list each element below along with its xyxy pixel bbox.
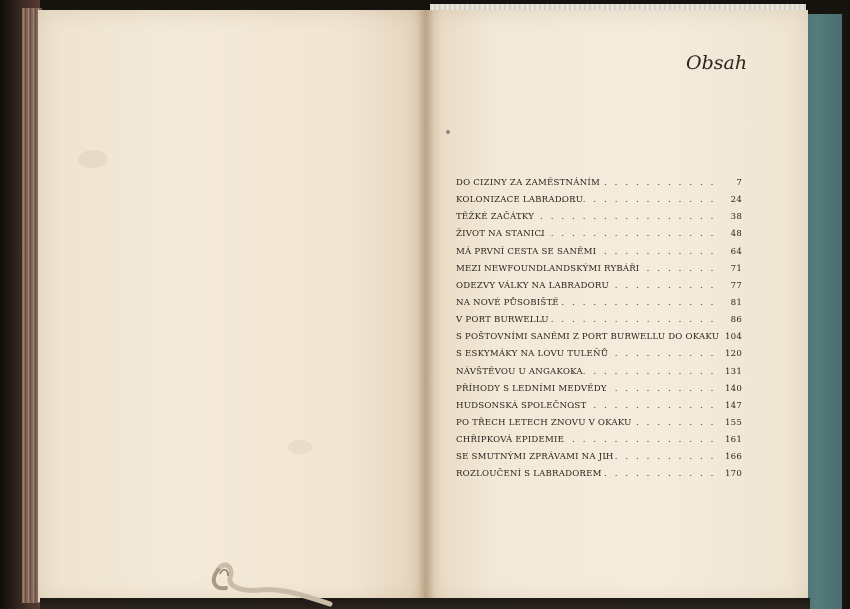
toc-leader-dots: . . . . . . . . bbox=[636, 263, 716, 274]
toc-entry-title: CHŘIPKOVÁ EPIDEMIE bbox=[456, 435, 565, 446]
toc-page-number: 131 bbox=[724, 366, 742, 377]
left-page-blank bbox=[38, 10, 426, 602]
toc-leader-dots: . . . . . . . . . . . . . . . . . bbox=[540, 229, 716, 240]
table-of-contents bbox=[456, 177, 742, 486]
toc-page-number: 155 bbox=[724, 417, 742, 428]
toc-entry-title: V PORT BURWELLU bbox=[456, 315, 549, 326]
toc-entry-title: MEZI NEWFOUNDLANDSKÝMI RYBÁŘI bbox=[456, 263, 640, 274]
toc-entry-title: NÁVŠTĚVOU U ANGAKOKA bbox=[456, 366, 583, 377]
toc-leader-dots: . . . . . . . . . . . bbox=[604, 383, 716, 394]
toc-entry bbox=[456, 211, 742, 228]
toc-entry bbox=[456, 417, 742, 434]
toc-page-number: 161 bbox=[724, 435, 742, 446]
toc-entry bbox=[456, 280, 742, 297]
toc-page-number: 24 bbox=[730, 195, 742, 206]
toc-leader-dots: . . . . . . . . . . . . bbox=[593, 178, 716, 188]
toc-entry-title: TĚŽKÉ ZAČÁTKY bbox=[456, 212, 535, 223]
toc-entry-title: ROZLOUČENÍ S LABRADOREM bbox=[456, 469, 602, 480]
bookmark-ribbon-icon bbox=[200, 560, 340, 609]
toc-entry bbox=[456, 331, 742, 348]
toc-entry-title: PO TŘECH LETECH ZNOVU V OKAKU bbox=[456, 417, 632, 428]
toc-leader-dots: . . . . . . . . . . . . . . . . . . bbox=[529, 315, 716, 326]
toc-entry bbox=[456, 348, 742, 365]
toc-leader-dots: . . . . . . . . . . . . . . bbox=[572, 400, 716, 411]
toc-leader-dots: . . . . . . . . . . . . . . . . . . . bbox=[518, 212, 716, 223]
toc-entry bbox=[456, 451, 742, 468]
paper-spot bbox=[78, 150, 108, 168]
toc-entry bbox=[456, 314, 742, 331]
paper-spot bbox=[288, 440, 312, 454]
toc-leader-dots: . . . . . . . . . . . bbox=[604, 349, 716, 360]
toc-entry-title: PŘÍHODY S LEDNÍMI MEDVĚDY bbox=[456, 383, 607, 394]
toc-entry bbox=[456, 366, 742, 383]
toc-leader-dots: . . . . . . . . . . . bbox=[604, 452, 716, 463]
toc-entry-title: ODEZVY VÁLKY NA LABRADORU bbox=[456, 280, 609, 291]
book-gutter bbox=[418, 10, 434, 602]
toc-entry bbox=[456, 400, 742, 417]
toc-page-number: 7 bbox=[736, 178, 742, 188]
toc-entry bbox=[456, 468, 742, 485]
toc-entry bbox=[456, 194, 742, 211]
toc-page-number: 166 bbox=[724, 452, 742, 463]
toc-entry bbox=[456, 383, 742, 400]
toc-entry-title: ŽIVOT NA STANICI bbox=[456, 229, 545, 240]
toc-entry-title: S POŠTOVNÍMI SANĚMI Z PORT BURWELLU DO OKAKU bbox=[456, 332, 720, 343]
toc-leader-dots: . . . . . . . . . . . . bbox=[593, 246, 716, 257]
toc-page-number: 48 bbox=[730, 229, 742, 240]
toc-page-number: 147 bbox=[724, 400, 742, 411]
toc-page-number: 38 bbox=[730, 212, 742, 223]
toc-page-number: 120 bbox=[724, 349, 742, 360]
toc-entry-title: HUDSONSKÁ SPOLEČNOST bbox=[456, 400, 587, 411]
toc-entry-title: S ESKYMÁKY NA LOVU TULEŇŮ bbox=[456, 349, 609, 360]
toc-page-number: 140 bbox=[724, 383, 742, 394]
toc-leader-dots: . . . . . . . . . . . . . . . . bbox=[550, 297, 716, 308]
toc-entry bbox=[456, 263, 742, 280]
toc-page-number: 104 bbox=[724, 332, 742, 343]
toc-entry-title: MÁ PRVNÍ CESTA SE SANĚMI bbox=[456, 246, 597, 257]
book-bottom-edge bbox=[40, 598, 810, 609]
toc-entry-title: KOLONIZACE LABRADORU bbox=[456, 195, 584, 206]
toc-entry bbox=[456, 246, 742, 263]
ink-speck bbox=[446, 130, 450, 134]
toc-entry bbox=[456, 177, 742, 194]
toc-entry-title: NA NOVÉ PŮSOBIŠTĚ bbox=[456, 297, 559, 308]
toc-entry-title: SE SMUTNÝMI ZPRÁVAMI NA JIH bbox=[456, 452, 614, 463]
toc-entry bbox=[456, 228, 742, 245]
toc-leader-dots: . . . . . . . . . . . . . bbox=[582, 469, 716, 480]
toc-entry bbox=[456, 297, 742, 314]
toc-leader-dots: . . . . . . . . bbox=[636, 417, 716, 428]
toc-entry bbox=[456, 434, 742, 451]
contents-heading: Obsah bbox=[686, 52, 748, 74]
toc-leader-dots: . . . . . . . . . . . . . . bbox=[572, 366, 716, 377]
toc-page-number: 77 bbox=[730, 280, 742, 291]
toc-page-number: 170 bbox=[724, 469, 742, 480]
toc-leader-dots: . . . . . . . . . . . bbox=[604, 280, 716, 291]
toc-page-number: 64 bbox=[730, 246, 742, 257]
toc-page-number: 86 bbox=[730, 315, 742, 326]
toc-page-number: 81 bbox=[730, 297, 742, 308]
toc-entry-title: DO CIZINY ZA ZAMĚSTNÁNÍM bbox=[456, 178, 600, 188]
toc-leader-dots: . . . . . . . . . . . . . . . bbox=[561, 195, 716, 206]
toc-page-number: 71 bbox=[730, 263, 742, 274]
toc-leader-dots: . . . . . . . . . . . . . . . . bbox=[550, 435, 716, 446]
